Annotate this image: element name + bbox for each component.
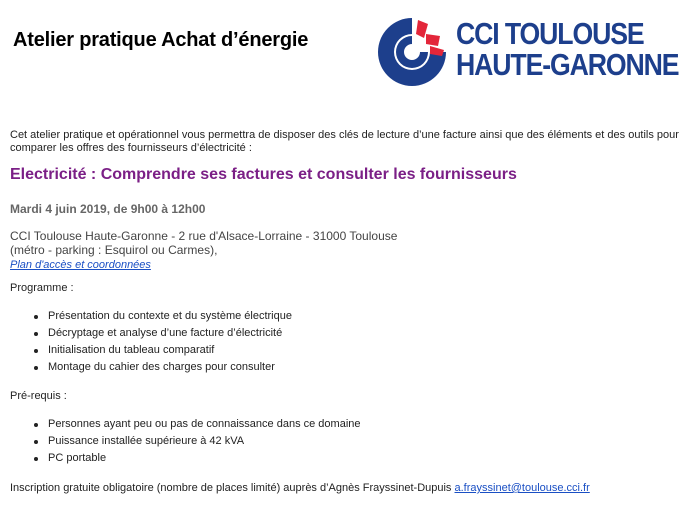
address-line2: (métro - parking : Esquirol ou Carmes), (10, 243, 218, 257)
event-date: Mardi 4 juin 2019, de 9h00 à 12h00 (10, 202, 206, 216)
intro-text: Cet atelier pratique et opérationnel vous permettra de disposer des clés de lecture d’une facture ainsi que des éléments et des outils pour comparer les offres des fournisseurs d’électricité : (10, 129, 679, 154)
cci-logo (372, 12, 682, 92)
page-title: Atelier pratique Achat d’énergie (13, 29, 309, 51)
list-item: Présentation du contexte et du système électrique (30, 308, 292, 325)
signup-text (10, 482, 590, 494)
access-map-link[interactable]: Plan d'accès et coordonnées (10, 259, 151, 271)
cci-logo-text (456, 18, 678, 80)
list-item: PC portable (30, 450, 361, 467)
programme-list (30, 308, 292, 376)
prerequis-label: Pré-requis : (10, 390, 67, 402)
prerequis-list (30, 416, 361, 467)
list-item: Initialisation du tableau comparatif (30, 342, 292, 359)
contact-email-link[interactable]: a.frayssinet@toulouse.cci.fr (454, 482, 590, 494)
list-item: Décryptage et analyse d’une facture d’électricité (30, 325, 292, 342)
list-item: Montage du cahier des charges pour consulter (30, 359, 292, 376)
list-item: Puissance installée supérieure à 42 kVA (30, 433, 361, 450)
section-title: Electricité : Comprendre ses factures et consulter les fournisseurs (10, 166, 517, 183)
signup-label: Inscription gratuite obligatoire (nombre de places limité) auprès d’Agnès Frayssinet-Dupuis (10, 482, 455, 494)
list-item: Personnes ayant peu ou pas de connaissance dans ce domaine (30, 416, 361, 433)
logo-line2: HAUTE-GARONNE (456, 47, 679, 82)
logo-line1: CCI TOULOUSE (456, 16, 644, 51)
cci-logo-mark-icon (372, 12, 452, 92)
programme-label: Programme : (10, 282, 74, 294)
address-line1: CCI Toulouse Haute-Garonne - 2 rue d'Alsace-Lorraine - 31000 Toulouse (10, 229, 398, 243)
event-address (10, 229, 397, 272)
